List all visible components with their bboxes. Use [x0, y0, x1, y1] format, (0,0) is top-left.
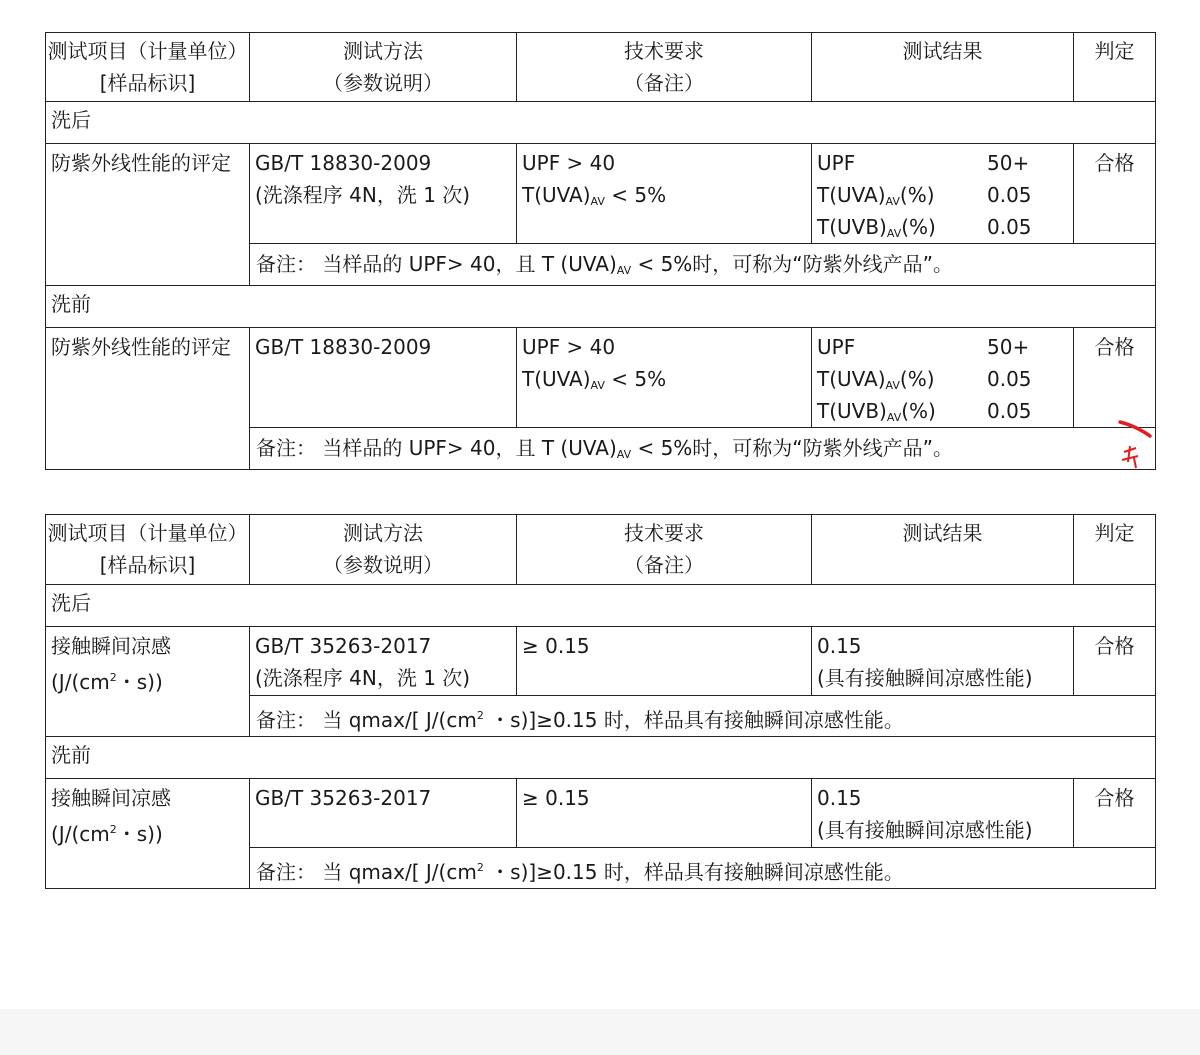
header-test-method [250, 33, 517, 102]
header-test-item [46, 33, 250, 102]
header-row [46, 33, 1156, 102]
header-test-result-label: 测试结果 [902, 521, 983, 545]
requirement-cell: ≥ 0.15 [517, 779, 812, 848]
header-tech-req [517, 515, 812, 585]
result-note: (具有接触瞬间凉感性能) [817, 818, 1033, 842]
section-label-before-wash: 洗前 [46, 286, 1156, 328]
test-method-cell [250, 627, 517, 696]
header-param-desc-label: （参数说明） [323, 71, 443, 95]
verdict-cell: 合格 [1074, 627, 1156, 696]
method-standard: GB/T 18830-2009 [255, 335, 432, 359]
table-row [46, 328, 1156, 428]
result-cell [812, 779, 1074, 848]
header-remark-label: （备注） [624, 71, 704, 95]
result-upf: UPF 50+ [817, 151, 1030, 175]
requirement-upf: UPF > 40 [522, 151, 616, 175]
requirement-uva: $T(UVA)_{AV} < 5\%$ [522, 183, 667, 208]
result-value: 0.15 [817, 786, 862, 810]
header-remark-label: （备注） [624, 553, 704, 577]
requirement-uva: $T(UVA)_{AV} < 5\%$ [522, 367, 667, 392]
header-sample-id-label: [样品标识] [99, 71, 196, 95]
header-test-item-label: 测试项目（计量单位） [47, 39, 248, 63]
method-standard: GB/T 18830-2009 [255, 151, 432, 175]
header-tech-req-label: 技术要求 [624, 521, 704, 545]
test-item-unit: ($J/(cm^2$・s)) [51, 670, 163, 694]
section-label-after-wash: 洗后 [46, 585, 1156, 627]
cool-touch-table [45, 514, 1156, 889]
header-test-item [46, 515, 250, 585]
table-row [46, 627, 1156, 696]
header-verdict [1074, 515, 1156, 585]
verdict-cell: 合格 [1074, 328, 1156, 428]
test-item-cell: 防紫外线性能的评定 [46, 144, 250, 286]
header-sample-id-label: [样品标识] [99, 553, 196, 577]
section-row-after-wash [46, 102, 1156, 144]
result-uvb: $T(UVB)_{AV}(\%)$ 0.05 [817, 215, 1032, 240]
test-item-name: 接触瞬间凉感 [51, 634, 171, 658]
section-row-after-wash [46, 585, 1156, 627]
requirement-cell: ≥ 0.15 [517, 627, 812, 696]
result-cell [812, 627, 1074, 696]
note-cell: 备注： 当 qmax/[ $J/(cm^2$ ・s)]≥0.15 时，样品具有接触瞬间凉感性能。 [250, 696, 1156, 737]
table-row [46, 144, 1156, 244]
header-test-method-label: 测试方法 [343, 521, 423, 545]
section-row-before-wash [46, 286, 1156, 328]
note-cell: 备注： 当样品的 UPF> 40，且 T $(UVA)_{AV} < 5\%$时，可称为“防紫外线产品”。 [250, 428, 1156, 470]
result-upf: UPF 50+ [817, 335, 1030, 359]
header-test-result [812, 33, 1074, 102]
header-verdict [1074, 33, 1156, 102]
result-cell [812, 144, 1074, 244]
header-verdict-label: 判定 [1094, 39, 1135, 63]
test-item-cell [46, 779, 250, 889]
test-item-name: 接触瞬间凉感 [51, 786, 171, 810]
result-uva: $T(UVA)_{AV}(\%)$ 0.05 [817, 183, 1032, 208]
result-uvb: $T(UVB)_{AV}(\%)$ 0.05 [817, 399, 1032, 424]
header-test-item-label: 测试项目（计量单位） [47, 521, 248, 545]
header-tech-req [517, 33, 812, 102]
table-row [46, 779, 1156, 848]
note-cell: 备注： 当样品的 UPF> 40，且 T $(UVA)_{AV} < 5\%$时，可称为“防紫外线产品”。 [250, 244, 1156, 286]
header-row [46, 515, 1156, 585]
result-uva: $T(UVA)_{AV}(\%)$ 0.05 [817, 367, 1032, 392]
header-test-method [250, 515, 517, 585]
header-tech-req-label: 技术要求 [624, 39, 704, 63]
test-item-cell: 防紫外线性能的评定 [46, 328, 250, 470]
method-standard: GB/T 35263-2017 [255, 634, 432, 658]
section-row-before-wash [46, 737, 1156, 779]
section-label-after-wash: 洗后 [46, 102, 1156, 144]
page-footer-band [0, 1009, 1200, 1055]
red-stamp-fragment [1114, 418, 1154, 470]
note-cell: 备注： 当 qmax/[ $J/(cm^2$ ・s)]≥0.15 时，样品具有接触瞬间凉感性能。 [250, 848, 1156, 889]
section-label-before-wash: 洗前 [46, 737, 1156, 779]
verdict-cell: 合格 [1074, 779, 1156, 848]
method-wash-note: (洗涤程序 4N，洗 1 次) [255, 183, 471, 207]
stamp-mark-icon [1114, 418, 1154, 470]
uv-protection-table [45, 32, 1156, 470]
header-verdict-label: 判定 [1094, 521, 1135, 545]
requirement-cell [517, 144, 812, 244]
header-test-method-label: 测试方法 [343, 39, 423, 63]
method-standard: GB/T 35263-2017 [255, 786, 432, 810]
test-method-cell [250, 779, 517, 848]
requirement-cell [517, 328, 812, 428]
result-note: (具有接触瞬间凉感性能) [817, 666, 1033, 690]
test-item-unit: ($J/(cm^2$・s)) [51, 822, 163, 846]
method-wash-note: (洗涤程序 4N，洗 1 次) [255, 666, 471, 690]
header-test-result-label: 测试结果 [902, 39, 983, 63]
result-cell [812, 328, 1074, 428]
verdict-cell: 合格 [1074, 144, 1156, 244]
requirement-upf: UPF > 40 [522, 335, 616, 359]
header-test-result [812, 515, 1074, 585]
test-item-cell [46, 627, 250, 737]
test-method-cell [250, 328, 517, 428]
test-method-cell [250, 144, 517, 244]
result-value: 0.15 [817, 634, 862, 658]
header-param-desc-label: （参数说明） [323, 553, 443, 577]
